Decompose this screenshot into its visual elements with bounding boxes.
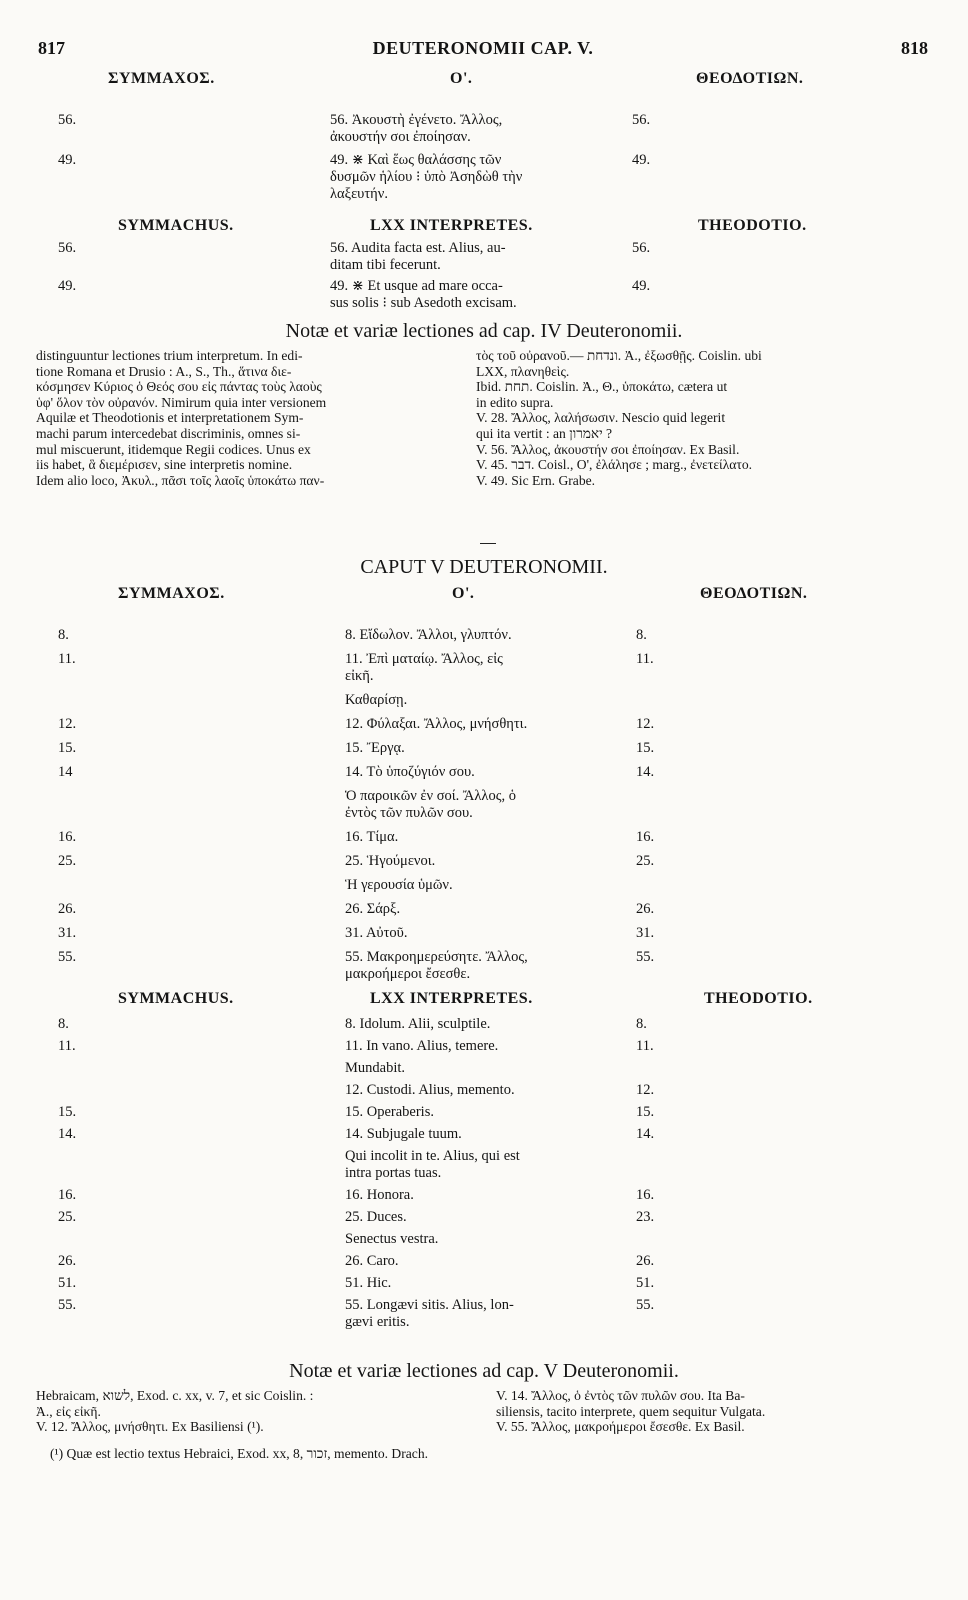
notes-ch4-left-column <box>36 348 460 488</box>
note-line: Hebraicam, לשוא, Exod. c. xx, v. 7, et sic Coislin. : <box>36 1388 314 1403</box>
verse-text-line: 16. Τίμα. <box>345 829 399 845</box>
symmachus-verse-number: 16. <box>58 829 77 845</box>
ch5-column-head-symmachus-greek: ΣΥΜΜΑΧΟΣ. <box>118 585 225 602</box>
text-row <box>58 1082 698 1099</box>
note-line: tione Romana et Drusio : A., S., Th., ἅτινα διε- <box>36 363 292 379</box>
verse-text-line: 12. Custodi. Alius, memento. <box>345 1082 515 1098</box>
symmachus-verse-number: 31. <box>58 925 77 941</box>
verse-text-line: Ὁ παροικῶν ἐν σοί. Ἄλλος, ὁ <box>345 788 516 804</box>
running-title: DEUTERONOMII CAP. V. <box>372 38 594 58</box>
symmachus-verse-number: 15. <box>58 1104 77 1120</box>
symmachus-verse-number: 56. <box>58 112 77 128</box>
verse-text-line: 8. Εἴδωλον. Ἄλλοι, γλυπτόν. <box>345 627 512 643</box>
text-row <box>58 1016 698 1033</box>
symmachus-verse-number: 12. <box>58 716 77 732</box>
ch5-column-head-lxx-latin: LXX INTERPRETES. <box>370 990 533 1007</box>
verse-text-line: 8. Idolum. Alii, sculptile. <box>345 1016 491 1032</box>
verse-text-line: 26. Σάρξ. <box>345 901 401 917</box>
theodotion-verse-number: 12. <box>636 1082 655 1098</box>
symmachus-verse-number: 25. <box>58 853 77 869</box>
text-row <box>58 901 698 918</box>
note-line: distinguuntur lectiones trium interpretum. In edi- <box>36 348 303 363</box>
theodotion-verse-number: 12. <box>636 716 655 732</box>
footnote: (¹) Quæ est lectio textus Hebraici, Exod. xx, 8, זכור, memento. Drach. <box>50 1446 429 1461</box>
text-row <box>58 152 698 203</box>
text-row <box>58 716 698 733</box>
note-line: Idem alio loco, Ἀκυλ., πᾶσι τοῖς λαοῖς ὑποκάτω παν- <box>36 472 325 488</box>
chapter5-title: CAPUT V DEUTERONOMII. <box>360 556 608 578</box>
symmachus-verse-number: 8. <box>58 627 69 643</box>
verse-text-line: 11. In vano. Alius, temere. <box>345 1038 499 1054</box>
text-row <box>58 1297 698 1331</box>
notes-ch4-title: Notæ et variæ lectiones ad cap. IV Deuteronomii. <box>285 320 683 342</box>
verse-text-line: Mundabit. <box>345 1060 406 1076</box>
theodotion-verse-number: 23. <box>636 1209 655 1225</box>
theodotion-verse-number: 16. <box>636 829 655 845</box>
note-line: siliensis, tacito interprete, quem sequitur Vulgata. <box>496 1403 766 1419</box>
verse-text-line: 49. ⋇ Καὶ ἕως θαλάσσης τῶν <box>330 152 502 168</box>
verse-text-line: sus solis ⁝ sub Asedoth excisam. <box>330 295 517 311</box>
text-row <box>58 764 698 781</box>
symmachus-verse-number: 26. <box>58 901 77 917</box>
column-head-lxx-latin: LXX INTERPRETES. <box>370 217 533 234</box>
symmachus-verse-number: 51. <box>58 1275 77 1291</box>
notes-ch4-right-column <box>476 348 892 488</box>
page-number-right: 818 <box>901 38 928 58</box>
text-row <box>58 877 698 894</box>
text-row <box>58 1104 698 1121</box>
theodotion-verse-number: 11. <box>636 651 654 667</box>
ch5-latin-rows <box>58 1016 698 1336</box>
symmachus-verse-number: 49. <box>58 278 77 294</box>
block1-greek-rows <box>58 112 698 209</box>
theodotion-verse-number: 15. <box>636 1104 655 1120</box>
verse-text-line: Καθαρίσῃ. <box>345 692 408 708</box>
text-row <box>58 949 698 983</box>
verse-text-line: 14. Subjugale tuum. <box>345 1126 462 1142</box>
verse-text-line: 12. Φύλαξαι. Ἄλλος, μνήσθητι. <box>345 716 528 732</box>
text-row <box>58 1126 698 1143</box>
verse-text-line: 31. Αὐτοῦ. <box>345 925 408 941</box>
ch5-column-head-lxx-greek: Ο'. <box>452 585 475 602</box>
text-row <box>58 925 698 942</box>
page-number-left: 817 <box>38 38 65 58</box>
theodotion-verse-number: 49. <box>632 152 651 168</box>
text-row <box>58 853 698 870</box>
ch5-column-head-symmachus-latin: SYMMACHUS. <box>118 990 234 1007</box>
verse-text-line: 49. ⋇ Et usque ad mare occa- <box>330 278 503 294</box>
note-line: V. 49. Sic Ern. Grabe. <box>476 472 596 488</box>
verse-text-line: 25. Duces. <box>345 1209 407 1225</box>
text-row <box>58 1060 698 1077</box>
theodotion-verse-number: 15. <box>636 740 655 756</box>
text-row <box>58 1187 698 1204</box>
text-row <box>58 1275 698 1292</box>
note-line: iis habet, ἃ διεμέρισεν, sine interpretis nomine. <box>36 457 293 473</box>
theodotion-verse-number: 56. <box>632 240 651 256</box>
symmachus-verse-number: 11. <box>58 651 76 667</box>
verse-text-line: intra portas tuas. <box>345 1165 442 1181</box>
note-line: Ἀ., εἰς εἰκῆ. <box>36 1403 101 1419</box>
symmachus-verse-number: 55. <box>58 949 77 965</box>
note-line: V. 45. דבר. Coisl., Ο', ἐλάλησε ; marg., ἐνετείλατο. <box>476 457 753 473</box>
note-line: ὑφ' ὅλον τὸν οὐρανόν. Nimirum quia inter versionem <box>36 394 327 410</box>
text-row <box>58 278 698 312</box>
verse-text-line: μακροήμεροι ἔσεσθε. <box>345 966 471 982</box>
text-row <box>58 240 698 274</box>
note-line: V. 55. Ἄλλος, μακροήμεροι ἔσεσθε. Ex Basil. <box>496 1419 745 1435</box>
verse-text-line: ἐντὸς τῶν πυλῶν σου. <box>345 805 473 821</box>
verse-text-line: 25. Ἡγούμενοι. <box>345 853 436 869</box>
symmachus-verse-number: 55. <box>58 1297 77 1313</box>
theodotion-verse-number: 14. <box>636 1126 655 1142</box>
column-head-lxx-greek: Ο'. <box>450 70 473 87</box>
theodotion-verse-number: 56. <box>632 112 651 128</box>
note-line: V. 56. Ἄλλος, ἀκουστήν σοι ἐποίησαν. Ex Basil. <box>476 441 740 457</box>
symmachus-verse-number: 16. <box>58 1187 77 1203</box>
note-line: Aquilæ et Theodotionis et interpretationem Sym- <box>36 410 304 426</box>
verse-text-line: δυσμῶν ἡλίου ⁝ ὑπὸ Ἀσηδὼθ τὴν <box>330 169 523 185</box>
theodotion-verse-number: 55. <box>636 1297 655 1313</box>
verse-text-line: Ἡ γερουσία ὑμῶν. <box>345 877 453 893</box>
verse-text-line: 51. Hic. <box>345 1275 392 1291</box>
notes-ch5-left-column <box>36 1388 476 1435</box>
theodotion-verse-number: 31. <box>636 925 655 941</box>
column-head-symmachus-greek: ΣΥΜΜΑΧΟΣ. <box>108 70 215 87</box>
note-line: mul miscuerunt, itidemque Regii codices. Unus ex <box>36 441 311 457</box>
theodotion-verse-number: 14. <box>636 764 655 780</box>
text-row <box>58 1253 698 1270</box>
block1-latin-rows <box>58 240 698 316</box>
verse-text-line: 15. Operaberis. <box>345 1104 434 1120</box>
verse-text-line: Qui incolit in te. Alius, qui est <box>345 1148 520 1164</box>
symmachus-verse-number: 56. <box>58 240 77 256</box>
text-row <box>58 651 698 685</box>
verse-text-line: λαξευτήν. <box>330 186 388 202</box>
theodotion-verse-number: 26. <box>636 1253 655 1269</box>
text-row <box>58 627 698 644</box>
symmachus-verse-number: 11. <box>58 1038 76 1054</box>
column-head-symmachus-latin: SYMMACHUS. <box>118 217 234 234</box>
theodotion-verse-number: 51. <box>636 1275 655 1291</box>
theodotion-verse-number: 26. <box>636 901 655 917</box>
symmachus-verse-number: 14 <box>58 764 73 780</box>
text-row <box>58 1231 698 1248</box>
verse-text-line: εἰκῆ. <box>345 668 374 684</box>
symmachus-verse-number: 15. <box>58 740 77 756</box>
verse-text-line: gævi eritis. <box>345 1314 410 1330</box>
section-divider <box>480 543 496 544</box>
text-row <box>58 788 698 822</box>
verse-text-line: 56. Ἀκουστὴ ἐγένετο. Ἄλλος, <box>330 112 503 128</box>
symmachus-verse-number: 25. <box>58 1209 77 1225</box>
note-line: V. 28. Ἄλλος, λαλήσωσιν. Nescio quid legerit <box>476 410 726 426</box>
verse-text-line: 14. Τὸ ὑποζύγιόν σου. <box>345 764 475 780</box>
note-line: LXX, πλανηθεὶς. <box>476 363 570 379</box>
theodotion-verse-number: 25. <box>636 853 655 869</box>
note-line: Ibid. תחת. Coislin. Ἀ., Θ., ὑποκάτω, cætera ut <box>476 379 728 395</box>
text-row <box>58 1209 698 1226</box>
verse-text-line: ditam tibi fecerunt. <box>330 257 441 273</box>
text-row <box>58 740 698 757</box>
ch5-greek-rows <box>58 627 698 990</box>
verse-text-line: 26. Caro. <box>345 1253 399 1269</box>
note-line: τὸς τοῦ οὐρανοῦ.— ונדחת. Ἀ., ἐξωσθῇς. Coislin. ubi <box>476 348 762 363</box>
verse-text-line: 55. Longævi sitis. Alius, lon- <box>345 1297 514 1313</box>
verse-text-line: 15. Ἔργᾳ. <box>345 740 405 756</box>
text-row <box>58 829 698 846</box>
verse-text-line: ἀκουστήν σοι ἐποίησαν. <box>330 129 471 145</box>
ch5-column-head-theodotion-greek: ΘΕΟΔΟΤΙΩΝ. <box>700 585 808 602</box>
note-line: V. 14. Ἄλλος, ὁ ἐντὸς τῶν πυλῶν σου. Ita Ba- <box>496 1388 745 1403</box>
text-row <box>58 1038 698 1055</box>
theodotion-verse-number: 16. <box>636 1187 655 1203</box>
verse-text-line: 55. Μακροημερεύσητε. Ἄλλος, <box>345 949 528 965</box>
note-line: V. 12. Ἄλλος, μνήσθητι. Ex Basiliensi (¹). <box>36 1419 264 1435</box>
symmachus-verse-number: 26. <box>58 1253 77 1269</box>
verse-text-line: 16. Honora. <box>345 1187 414 1203</box>
theodotion-verse-number: 49. <box>632 278 651 294</box>
note-line: in edito supra. <box>476 394 554 410</box>
text-row <box>58 692 698 709</box>
symmachus-verse-number: 8. <box>58 1016 69 1032</box>
running-header <box>38 38 928 66</box>
verse-text-line: Senectus vestra. <box>345 1231 439 1247</box>
symmachus-verse-number: 14. <box>58 1126 77 1142</box>
text-row <box>58 112 698 146</box>
notes-ch5-title: Notæ et variæ lectiones ad cap. V Deuteronomii. <box>289 1360 679 1382</box>
column-head-theodotio-latin: THEODOTIO. <box>698 217 807 234</box>
note-line: qui ita vertit : an יאמרון ? <box>476 425 613 441</box>
text-row <box>58 1148 698 1182</box>
note-line: κόσμησεν Κύριος ὁ Θεός σου εἰς πάντας τοὺς λαοὺς <box>36 379 322 395</box>
verse-text-line: 56. Audita facta est. Alius, au- <box>330 240 506 256</box>
note-line: machi parum intercedebat discriminis, omnes si- <box>36 425 301 441</box>
ch5-column-head-theodotio-latin: THEODOTIO. <box>704 990 813 1007</box>
theodotion-verse-number: 8. <box>636 627 647 643</box>
theodotion-verse-number: 8. <box>636 1016 647 1032</box>
symmachus-verse-number: 49. <box>58 152 77 168</box>
verse-text-line: 11. Ἐπὶ ματαίῳ. Ἄλλος, εἰς <box>345 651 503 667</box>
notes-ch5-right-column <box>496 1388 896 1435</box>
theodotion-verse-number: 55. <box>636 949 655 965</box>
theodotion-verse-number: 11. <box>636 1038 654 1054</box>
column-head-theodotion-greek: ΘΕΟΔΟΤΙΩΝ. <box>696 70 804 87</box>
